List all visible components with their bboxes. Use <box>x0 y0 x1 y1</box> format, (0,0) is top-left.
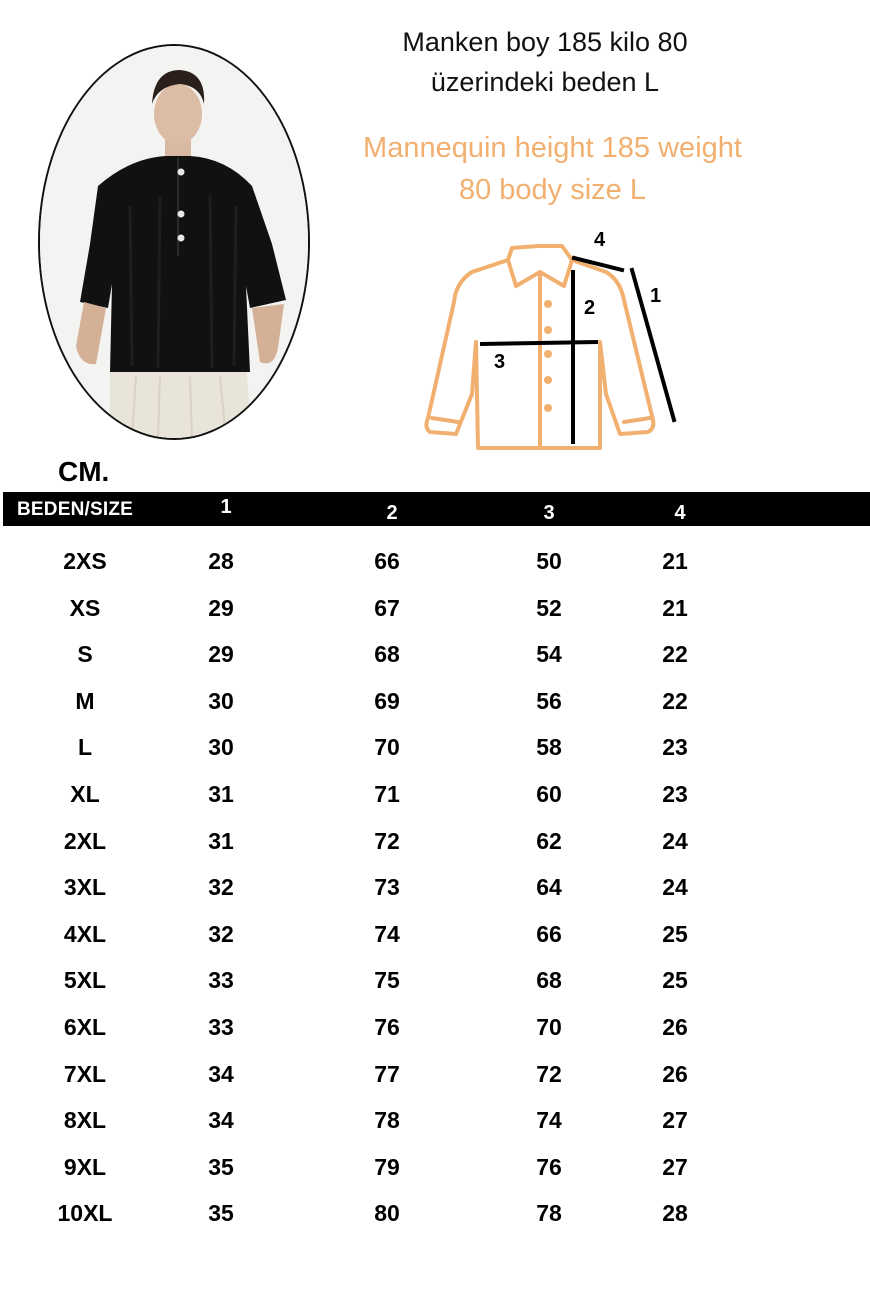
measure-2-cell: 75 <box>374 967 400 994</box>
size-cell: L <box>77 734 93 761</box>
measure-4-cell: 28 <box>662 1200 688 1227</box>
measure-4-cell: 25 <box>662 920 688 947</box>
measure-2-cell: 77 <box>374 1060 400 1087</box>
measure-2-cell: 71 <box>374 780 400 807</box>
header-col-4: 4 <box>674 502 686 524</box>
caption-english-line-1: Mannequin height 185 weight <box>363 132 742 164</box>
size-cell: S <box>77 641 93 668</box>
measure-2-cell: 68 <box>374 641 400 668</box>
size-cell: 9XL <box>63 1153 107 1180</box>
header-col-2: 2 <box>386 502 398 524</box>
measure-3-cell: 76 <box>536 1153 562 1180</box>
measure-1-cell: 28 <box>208 548 234 574</box>
measure-line-3 <box>482 342 596 344</box>
size-cell: 8XL <box>63 1107 107 1134</box>
size-cell: 2XS <box>63 548 107 574</box>
measure-3-cell: 60 <box>536 780 562 807</box>
size-table-body <box>0 538 870 1237</box>
table-row <box>0 678 870 725</box>
measure-3-cell: 56 <box>536 687 562 714</box>
table-row <box>0 1190 870 1237</box>
measure-2-cell: 73 <box>374 874 400 901</box>
measure-3-cell: 68 <box>536 967 562 994</box>
unit-label: CM. <box>58 456 110 487</box>
measure-2-cell: 76 <box>374 1013 400 1040</box>
measure-label-2: 2 <box>584 297 596 319</box>
size-cell: M <box>75 687 95 714</box>
table-row <box>0 724 870 771</box>
measure-3-cell: 72 <box>536 1060 562 1087</box>
measure-2-cell: 80 <box>374 1200 400 1227</box>
caption-english-line-2: 80 body size L <box>458 174 646 206</box>
header-size-label: BEDEN/SIZE <box>17 499 134 520</box>
measure-2-cell: 74 <box>374 920 400 947</box>
header-col-1: 1 <box>220 496 232 518</box>
measure-1-cell: 35 <box>208 1200 234 1227</box>
shirt-outline-icon <box>426 246 653 448</box>
table-row <box>0 864 870 911</box>
size-cell: 3XL <box>63 874 107 901</box>
measure-3-cell: 50 <box>536 548 562 574</box>
measure-4-cell: 26 <box>662 1060 688 1087</box>
table-row <box>0 538 870 585</box>
table-row <box>0 1004 870 1051</box>
measure-3-cell: 54 <box>536 641 562 668</box>
caption-turkish-line-1: Manken boy 185 kilo 80 <box>402 27 688 57</box>
model-figure-illustration <box>40 46 308 438</box>
measure-1-cell: 31 <box>208 827 234 854</box>
size-cell: 6XL <box>63 1013 107 1040</box>
measure-2-cell: 69 <box>374 687 400 714</box>
measure-1-cell: 32 <box>208 874 234 901</box>
measure-4-cell: 25 <box>662 967 688 994</box>
size-cell: 2XL <box>63 827 107 854</box>
measure-label-1: 1 <box>650 285 662 307</box>
measure-1-cell: 30 <box>208 687 234 714</box>
measure-1-cell: 34 <box>208 1107 234 1134</box>
shirt-measurement-diagram <box>410 222 700 462</box>
table-row <box>0 911 870 958</box>
header-col-3: 3 <box>543 502 555 524</box>
measure-3-cell: 78 <box>536 1200 562 1227</box>
table-row <box>0 957 870 1004</box>
measure-2-cell: 78 <box>374 1107 400 1134</box>
measure-4-cell: 23 <box>662 734 688 761</box>
table-row <box>0 1051 870 1098</box>
measure-label-4: 4 <box>594 229 606 251</box>
measure-4-cell: 24 <box>662 827 688 854</box>
measure-4-cell: 22 <box>662 641 688 668</box>
measure-1-cell: 31 <box>208 780 234 807</box>
measure-1-cell: 33 <box>208 967 234 994</box>
shirt-buttons-icon <box>544 300 552 412</box>
measure-3-cell: 58 <box>536 734 562 761</box>
measure-3-cell: 74 <box>536 1107 562 1134</box>
measure-1-cell: 34 <box>208 1060 234 1087</box>
table-row <box>0 818 870 865</box>
measure-2-cell: 79 <box>374 1153 400 1180</box>
measure-4-cell: 26 <box>662 1013 688 1040</box>
measure-2-cell: 72 <box>374 827 400 854</box>
size-cell: 7XL <box>63 1060 107 1087</box>
measure-1-cell: 30 <box>208 734 234 761</box>
measure-4-cell: 21 <box>662 548 688 574</box>
measure-2-cell: 70 <box>374 734 400 761</box>
model-photo <box>38 44 310 440</box>
measure-3-cell: 66 <box>536 920 562 947</box>
measure-1-cell: 29 <box>208 641 234 668</box>
measure-3-cell: 52 <box>536 594 562 621</box>
table-row <box>0 631 870 678</box>
measure-4-cell: 22 <box>662 687 688 714</box>
measure-1-cell: 32 <box>208 920 234 947</box>
measure-4-cell: 27 <box>662 1153 688 1180</box>
measure-4-cell: 23 <box>662 780 688 807</box>
size-cell: 5XL <box>63 967 107 994</box>
table-row <box>0 1097 870 1144</box>
measure-label-3: 3 <box>494 351 506 373</box>
size-cell: 4XL <box>63 920 107 947</box>
measure-2-cell: 67 <box>374 594 400 621</box>
measure-3-cell: 64 <box>536 874 562 901</box>
table-row <box>0 771 870 818</box>
measure-1-cell: 33 <box>208 1013 234 1040</box>
measure-2-cell: 66 <box>374 548 400 574</box>
table-row <box>0 585 870 632</box>
measure-3-cell: 70 <box>536 1013 562 1040</box>
measure-4-cell: 27 <box>662 1107 688 1134</box>
measure-4-cell: 24 <box>662 874 688 901</box>
measure-1-cell: 29 <box>208 594 234 621</box>
table-row <box>0 1144 870 1191</box>
measure-1-cell: 35 <box>208 1153 234 1180</box>
size-table-header <box>3 492 870 526</box>
caption-turkish-line-2: üzerindeki beden L <box>430 67 660 97</box>
measure-3-cell: 62 <box>536 827 562 854</box>
size-cell: 10XL <box>57 1200 113 1227</box>
size-cell: XS <box>69 594 101 621</box>
measure-4-cell: 21 <box>662 594 688 621</box>
size-cell: XL <box>70 780 100 807</box>
